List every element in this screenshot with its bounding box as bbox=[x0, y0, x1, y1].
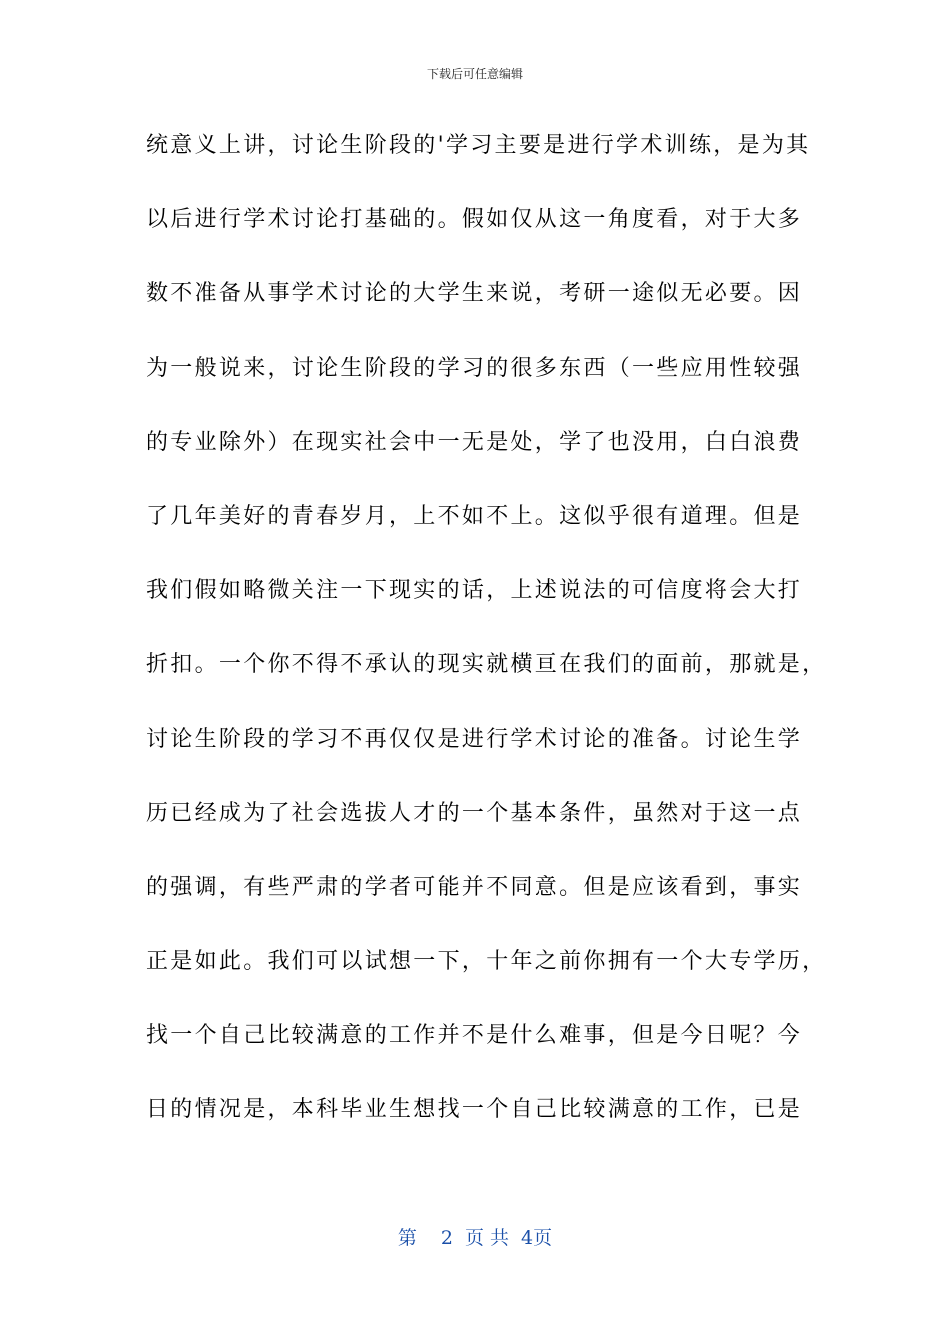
paragraph-line: 我们假如略微关注一下现实的话，上述说法的可信度将会大打 bbox=[146, 578, 803, 604]
page-header: 下载后可任意编辑 bbox=[426, 67, 523, 81]
page-mid: 页 共 bbox=[464, 1227, 510, 1249]
paragraph-line: 历已经成为了社会选拔人才的一个基本条件，虽然对于这一点 bbox=[146, 800, 803, 826]
paragraph-line: 为一般说来，讨论生阶段的学习的很多东西（一些应用性较强 bbox=[146, 355, 803, 381]
page-number: 2 bbox=[440, 1227, 453, 1249]
paragraph-line: 了几年美好的青春岁月，上不如不上。这似乎很有道理。但是 bbox=[146, 503, 803, 529]
paragraph-line: 以后进行学术讨论打基础的。假如仅从这一角度看，对于大多 bbox=[146, 207, 803, 233]
paragraph-line: 折扣。一个你不得不承认的现实就横亘在我们的面前，那就是， bbox=[146, 652, 827, 678]
page-prefix: 第 bbox=[397, 1227, 417, 1249]
paragraph-line: 正是如此。我们可以试想一下，十年之前你拥有一个大专学历， bbox=[146, 949, 827, 975]
paragraph-line: 数不准备从事学术讨论的大学生来说，考研一途似无必要。因 bbox=[146, 281, 803, 307]
document-body bbox=[146, 124, 827, 1163]
paragraph-line: 找一个自己比较满意的工作并不是什么难事，但是今日呢？今 bbox=[146, 1023, 803, 1049]
page-footer bbox=[0, 1226, 950, 1250]
paragraph-line: 日的情况是，本科毕业生想找一个自己比较满意的工作，已是 bbox=[146, 1097, 803, 1123]
paragraph-line: 的专业除外）在现实社会中一无是处，学了也没用，白白浪费 bbox=[146, 429, 803, 455]
paragraph-line: 讨论生阶段的学习不再仅仅是进行学术讨论的准备。讨论生学 bbox=[146, 726, 803, 752]
page-total: 4 bbox=[521, 1227, 534, 1249]
paragraph-line: 统意义上讲，讨论生阶段的'学习主要是进行学术训练，是为其 bbox=[146, 133, 811, 158]
page-suffix: 页 bbox=[533, 1227, 553, 1249]
paragraph-line: 的强调，有些严肃的学者可能并不同意。但是应该看到，事实 bbox=[146, 874, 803, 900]
